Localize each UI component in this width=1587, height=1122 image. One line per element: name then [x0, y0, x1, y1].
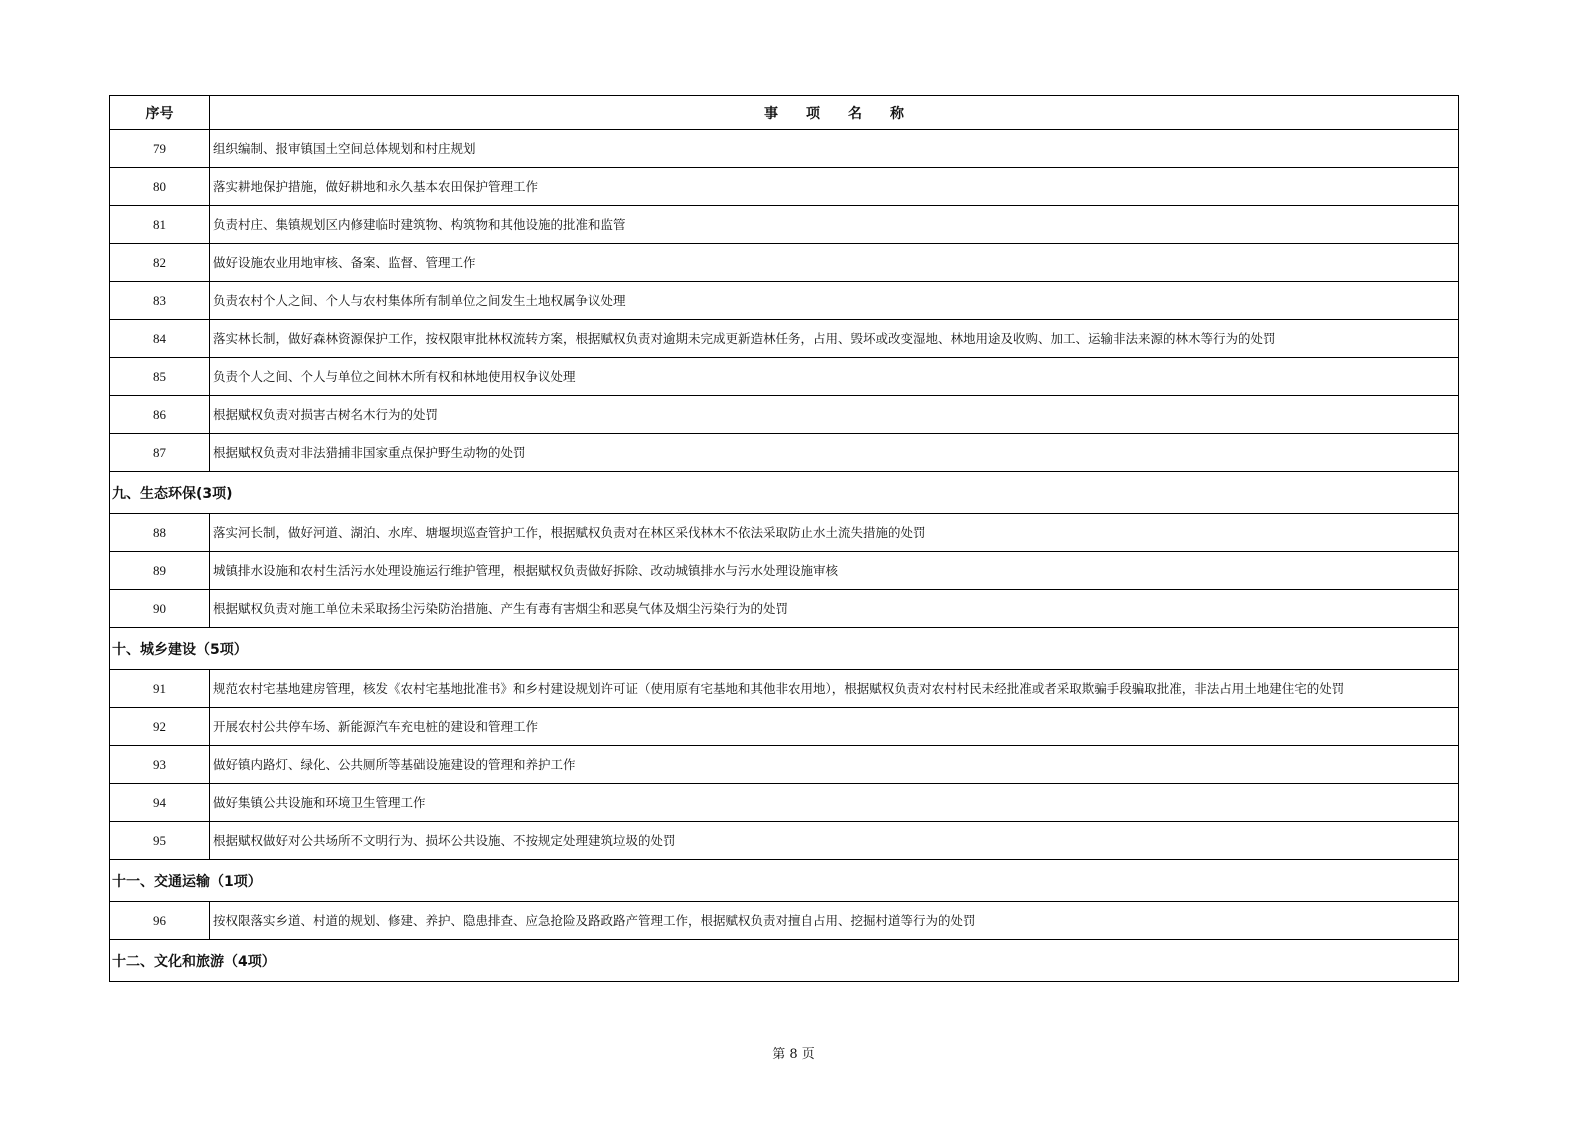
- row-item-name: 落实林长制，做好森林资源保护工作，按权限审批林权流转方案，根据赋权负责对逾期未完成更新造林任务，占用、毁坏或改变湿地、林地用途及收购、加工、运输非法来源的林木等行为的处罚: [210, 320, 1459, 358]
- table-row: [110, 244, 1459, 282]
- row-serial-number: 90: [110, 590, 210, 628]
- row-serial-number: 80: [110, 168, 210, 206]
- row-serial-number: 89: [110, 552, 210, 590]
- table-row: [110, 670, 1459, 708]
- table-row: [110, 514, 1459, 552]
- row-serial-number: 82: [110, 244, 210, 282]
- section-title: 十二、文化和旅游（4项）: [110, 940, 1459, 982]
- row-item-name: 做好设施农业用地审核、备案、监督、管理工作: [210, 244, 1459, 282]
- table-row: [110, 822, 1459, 860]
- table-row: [110, 590, 1459, 628]
- row-serial-number: 88: [110, 514, 210, 552]
- row-item-name: 落实耕地保护措施，做好耕地和永久基本农田保护管理工作: [210, 168, 1459, 206]
- row-serial-number: 83: [110, 282, 210, 320]
- row-item-name: 根据赋权做好对公共场所不文明行为、损坏公共设施、不按规定处理建筑垃圾的处罚: [210, 822, 1459, 860]
- row-item-name: 城镇排水设施和农村生活污水处理设施运行维护管理，根据赋权负责做好拆除、改动城镇排水与污水处理设施审核: [210, 552, 1459, 590]
- table-row: [110, 434, 1459, 472]
- section-header-row: [110, 628, 1459, 670]
- row-item-name: 规范农村宅基地建房管理，核发《农村宅基地批准书》和乡村建设规划许可证（使用原有宅基地和其他非农用地），根据赋权负责对农村村民未经批准或者采取欺骗手段骗取批准，非法占用土地建住宅的处罚: [210, 670, 1459, 708]
- table-row: [110, 130, 1459, 168]
- section-title: 十一、交通运输（1项）: [110, 860, 1459, 902]
- items-table: [109, 95, 1459, 982]
- row-item-name: 按权限落实乡道、村道的规划、修建、养护、隐患排查、应急抢险及路政路产管理工作，根据赋权负责对擅自占用、挖掘村道等行为的处罚: [210, 902, 1459, 940]
- row-item-name: 根据赋权负责对损害古树名木行为的处罚: [210, 396, 1459, 434]
- header-item-name: 事 项 名 称: [210, 96, 1459, 130]
- page-number: 第 8 页: [772, 1047, 815, 1062]
- row-serial-number: 95: [110, 822, 210, 860]
- row-serial-number: 81: [110, 206, 210, 244]
- table-row: [110, 358, 1459, 396]
- table-row: [110, 206, 1459, 244]
- row-item-name: 负责个人之间、个人与单位之间林木所有权和林地使用权争议处理: [210, 358, 1459, 396]
- table-row: [110, 396, 1459, 434]
- row-item-name: 落实河长制，做好河道、湖泊、水库、塘堰坝巡查管护工作，根据赋权负责对在林区采伐林木不依法采取防止水土流失措施的处罚: [210, 514, 1459, 552]
- row-serial-number: 85: [110, 358, 210, 396]
- items-table-container: [109, 95, 1459, 982]
- row-item-name: 负责农村个人之间、个人与农村集体所有制单位之间发生土地权属争议处理: [210, 282, 1459, 320]
- row-serial-number: 96: [110, 902, 210, 940]
- row-serial-number: 84: [110, 320, 210, 358]
- section-title: 十、城乡建设（5项）: [110, 628, 1459, 670]
- table-row: [110, 168, 1459, 206]
- section-header-row: [110, 472, 1459, 514]
- table-row: [110, 708, 1459, 746]
- row-item-name: 根据赋权负责对施工单位未采取扬尘污染防治措施、产生有毒有害烟尘和恶臭气体及烟尘污染行为的处罚: [210, 590, 1459, 628]
- table-row: [110, 902, 1459, 940]
- section-title: 九、生态环保(3项): [110, 472, 1459, 514]
- table-body: [110, 130, 1459, 982]
- row-serial-number: 86: [110, 396, 210, 434]
- table-row: [110, 282, 1459, 320]
- row-item-name: 开展农村公共停车场、新能源汽车充电桩的建设和管理工作: [210, 708, 1459, 746]
- row-item-name: 负责村庄、集镇规划区内修建临时建筑物、构筑物和其他设施的批准和监管: [210, 206, 1459, 244]
- row-serial-number: 91: [110, 670, 210, 708]
- row-serial-number: 79: [110, 130, 210, 168]
- row-item-name: 根据赋权负责对非法猎捕非国家重点保护野生动物的处罚: [210, 434, 1459, 472]
- row-item-name: 组织编制、报审镇国土空间总体规划和村庄规划: [210, 130, 1459, 168]
- row-serial-number: 93: [110, 746, 210, 784]
- row-item-name: 做好集镇公共设施和环境卫生管理工作: [210, 784, 1459, 822]
- header-serial-number: 序号: [110, 96, 210, 130]
- table-row: [110, 320, 1459, 358]
- table-row: [110, 784, 1459, 822]
- table-row: [110, 746, 1459, 784]
- row-serial-number: 87: [110, 434, 210, 472]
- table-row: [110, 552, 1459, 590]
- section-header-row: [110, 940, 1459, 982]
- section-header-row: [110, 860, 1459, 902]
- row-serial-number: 94: [110, 784, 210, 822]
- table-header-row: [110, 96, 1459, 130]
- row-item-name: 做好镇内路灯、绿化、公共厕所等基础设施建设的管理和养护工作: [210, 746, 1459, 784]
- row-serial-number: 92: [110, 708, 210, 746]
